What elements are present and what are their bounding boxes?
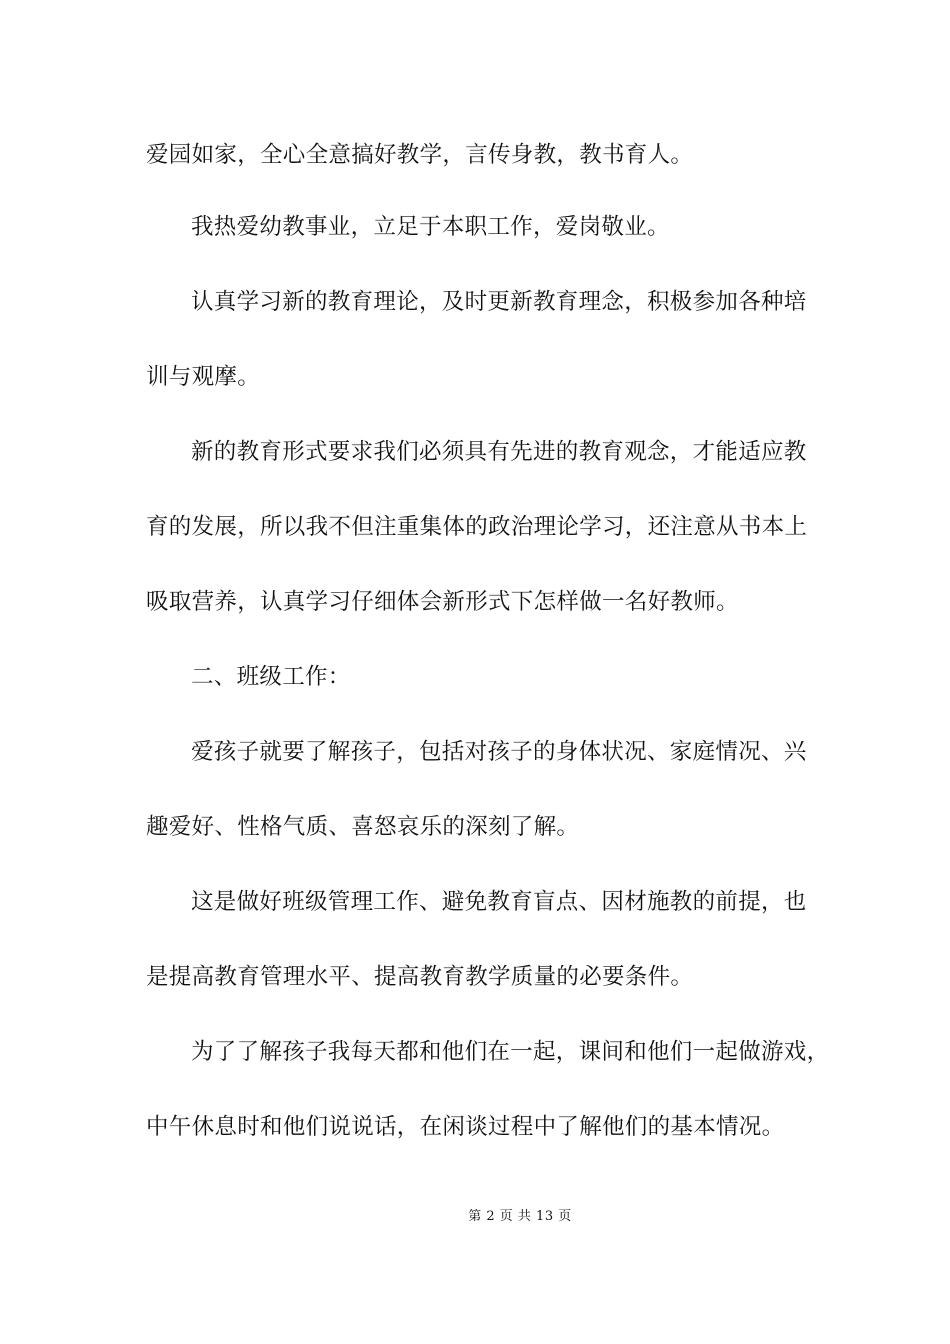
page-number-footer: 第 2 页 共 13 页 [468, 1209, 572, 1224]
paragraph-line: 训与观摩。 [146, 364, 261, 390]
paragraph-line: 中午休息时和他们说说话，在闲谈过程中了解他们的基本情况。 [146, 1114, 785, 1140]
section-heading: 二、班级工作： [191, 664, 351, 690]
paragraph-line: 爱孩子就要了解孩子，包括对孩子的身体状况、家庭情况、兴 [191, 739, 807, 765]
paragraph-line: 这是做好班级管理工作、避免教育盲点、因材施教的前提，也 [191, 889, 807, 915]
paragraph-line: 我热爱幼教事业，立足于本职工作，爱岗敬业。 [191, 214, 670, 240]
paragraph-line: 吸取营养，认真学习仔细体会新形式下怎样做一名好教师。 [146, 589, 739, 615]
paragraph-line: 为了了解孩子我每天都和他们在一起，课间和他们一起做游戏， [191, 1039, 830, 1065]
paragraph-line: 认真学习新的教育理论，及时更新教育理念，积极参加各种培 [191, 289, 807, 315]
paragraph-line: 是提高教育管理水平、提高教育教学质量的必要条件。 [146, 964, 694, 990]
paragraph-line: 趣爱好、性格气质、喜怒哀乐的深刻了解。 [146, 814, 580, 840]
paragraph-line: 育的发展，所以我不但注重集体的政治理论学习，还注意从书本上 [146, 514, 808, 540]
paragraph-line: 新的教育形式要求我们必须具有先进的教育观念，才能适应教 [191, 439, 807, 465]
paragraph-line: 爱园如家，全心全意搞好教学，言传身教，教书育人。 [146, 142, 694, 168]
